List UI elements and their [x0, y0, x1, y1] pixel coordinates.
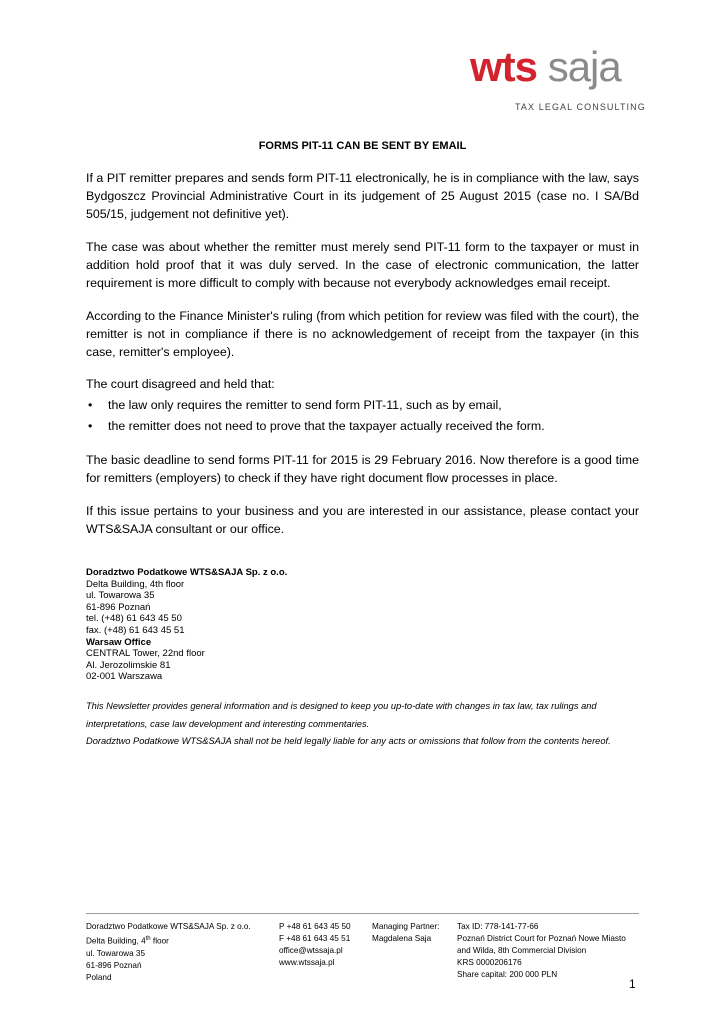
contact-line: Delta Building, 4th floor	[86, 578, 185, 590]
footer-line: Tax ID: 778-141-77-66	[457, 922, 539, 931]
bullet-text: the remitter does not need to prove that the taxpayer actually received the form.	[108, 419, 545, 433]
footer-company	[86, 921, 251, 984]
paragraph-1: If a PIT remitter prepares and sends form PIT-11 electronically, he is in compliance with the law, says Bydgoszcz Provincial Administrative Court in its judgement of 25 August 2015 (case no. I SA/Bd 505/15, judgement not definitive yet).	[86, 171, 639, 221]
footer-text: Delta Building, 4	[86, 936, 146, 946]
footer-website-link[interactable]: www.wtssaja.pl	[279, 958, 335, 967]
footer-line: ul. Towarowa 35	[86, 948, 146, 958]
contact-line: CENTRAL Tower, 22nd floor	[86, 648, 205, 660]
paragraph-6: If this issue pertains to your business and you are interested in our assistance, please contact your WTS&SAJA consultant or our office.	[86, 504, 639, 536]
logo-wts: wts	[470, 43, 538, 90]
footer-line: KRS 0000206176	[457, 958, 522, 967]
contact-line: Al. Jerozolimskie 81	[86, 659, 171, 671]
footer-line	[86, 933, 251, 948]
paragraph-2: The case was about whether the remitter must merely send PIT-11 form to the taxpayer or must in addition hold proof that it was duly served. In the case of electronic communication, the latter requirement is more difficult to comply with because not everybody acknowledges email receipt.	[86, 240, 639, 290]
page-title: FORMS PIT-11 CAN BE SENT BY EMAIL	[258, 140, 467, 152]
footer-line: 61-896 Poznań	[86, 960, 142, 970]
disclaimer-liability: Doradztwo Podatkowe WTS&SAJA shall not be held legally liable for any acts or omissions that follow from the contents hereof.	[86, 736, 611, 746]
disclaimer	[86, 698, 639, 751]
footer-line: Managing Partner:	[372, 922, 440, 931]
bullet-dot: •	[88, 419, 93, 433]
footer-text: floor	[150, 936, 169, 946]
warsaw-office-title: Warsaw Office	[86, 636, 152, 648]
paragraph-4: The court disagreed and held that:	[86, 377, 275, 391]
contact-line: ul. Towarowa 35	[86, 590, 155, 602]
logo-wordmark	[470, 44, 621, 90]
contact-company: Doradztwo Podatkowe WTS&SAJA Sp. z o.o.	[86, 567, 288, 578]
footer-line: and Wilda, 8th Commercial Division	[457, 946, 587, 955]
footer-phone: P +48 61 643 45 50	[279, 922, 351, 931]
contact-phone: tel. (+48) 61 643 45 50	[86, 613, 182, 625]
footer-line: Poznań District Court for Poznań Nowe Miasto	[457, 934, 626, 943]
footer-line: Share capital: 200 000 PLN	[457, 970, 558, 979]
footer-divider	[86, 913, 639, 914]
footer-registration	[457, 921, 626, 981]
logo-saja: saja	[547, 43, 621, 90]
contact-block	[86, 567, 287, 683]
contact-fax: fax. (+48) 61 643 45 51	[86, 624, 185, 636]
paragraph-3: According to the Finance Minister's ruling (from which petition for review was filed with the court), the remitter is not in compliance if there is no acknowledgement of receipt from the taxpayer (in this case, remitter's employee).	[86, 309, 639, 359]
footer-sup: th	[145, 936, 151, 942]
logo-tagline: TAX LEGAL CONSULTING	[515, 102, 646, 112]
bullet-dot: •	[88, 398, 93, 412]
footer-line: Magdalena Saja	[372, 934, 432, 943]
contact-line: 61-896 Poznań	[86, 601, 151, 613]
bullet-text: the law only requires the remitter to send form PIT-11, such as by email,	[108, 398, 502, 412]
paragraph-5: The basic deadline to send forms PIT-11 for 2015 is 29 February 2016. Now therefore is a good time for remitters (employers) to check if they have right document flow processes in place.	[86, 453, 639, 485]
footer-fax: F +48 61 643 45 51	[279, 934, 351, 943]
contact-line: 02-001 Warszawa	[86, 671, 163, 683]
footer-line: Doradztwo Podatkowe WTS&SAJA Sp. z o.o.	[86, 922, 251, 931]
company-logo	[470, 43, 646, 116]
disclaimer-text: This Newsletter provides general information and is designed to keep you up-to-date with changes in tax law, tax rulings and interpretations, case law development and interesting commentaries.	[86, 701, 597, 729]
page-number: 1	[629, 977, 636, 991]
footer-partner	[372, 921, 439, 945]
footer-contacts	[279, 921, 351, 969]
footer-email-link[interactable]: office@wtssaja.pl	[279, 946, 343, 955]
footer-line: Poland	[86, 972, 112, 982]
